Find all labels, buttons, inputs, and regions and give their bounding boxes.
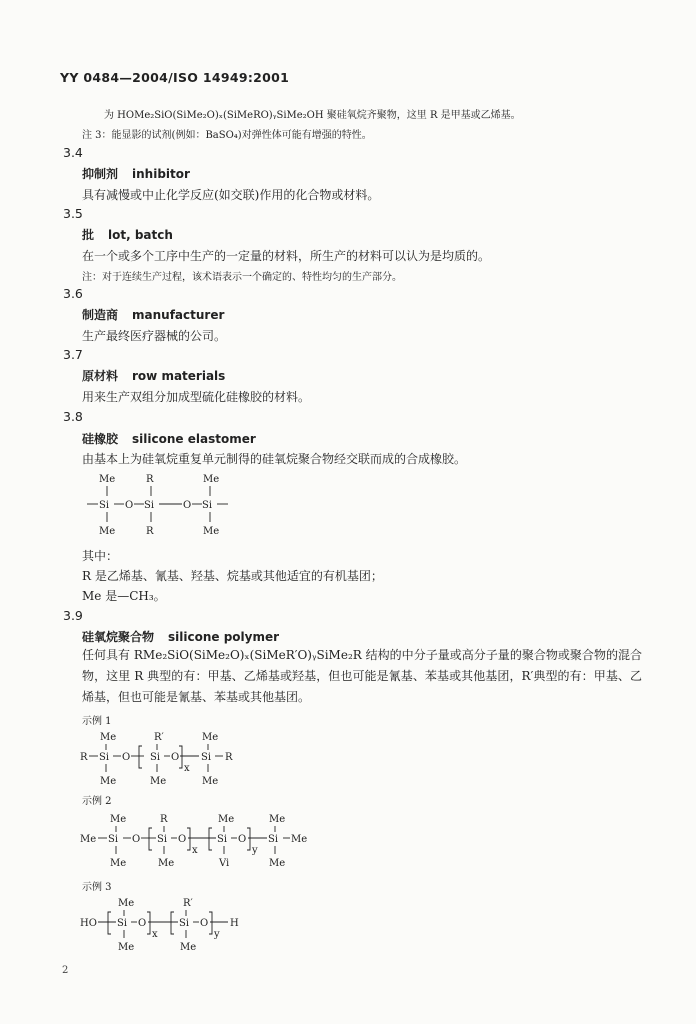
silicone-elastomer-structure <box>82 468 282 540</box>
si-label: Si <box>268 834 279 845</box>
me-label: Me <box>180 942 197 953</box>
r-label: R <box>146 474 154 485</box>
o-label: O <box>132 834 141 845</box>
o-label: O <box>125 500 134 511</box>
si-label: Si <box>117 918 128 929</box>
term-en: inhibitor <box>132 167 190 181</box>
si-label: Si <box>201 752 212 763</box>
section-number: 3.4 <box>63 145 83 160</box>
definition: 生产最终医疗器械的公司。 <box>82 329 227 343</box>
me-label: Me <box>158 858 175 869</box>
note-3: 注 3：能显影的试剂(例如：BaSO₄)对弹性体可能有增强的特性。 <box>82 130 372 141</box>
term-zh: 制造商 <box>82 308 119 322</box>
term-en: row materials <box>132 369 226 383</box>
si-label: Si <box>157 834 168 845</box>
me-label: Me <box>291 834 308 845</box>
o-label: O <box>183 500 192 511</box>
term-heading <box>82 430 256 447</box>
r-label: R <box>146 526 154 537</box>
term-en: silicone elastomer <box>132 432 256 446</box>
si-label: Si <box>108 834 119 845</box>
term-en: silicone polymer <box>168 630 280 644</box>
example-label: 示例 3 <box>82 882 112 893</box>
me-label: Me <box>110 858 127 869</box>
me-label: Me <box>202 776 219 787</box>
me-label: Me <box>100 776 117 787</box>
term-en: lot, batch <box>108 228 173 242</box>
r-definition: R 是乙烯基、氰基、羟基、烷基或其他适宜的有机基团； <box>82 569 383 583</box>
me-label: Me <box>100 732 117 743</box>
definition: 用来生产双组分加成型硫化硅橡胶的材料。 <box>82 390 311 404</box>
x-label: x <box>192 845 198 856</box>
me-definition: Me 是—CH₃。 <box>82 589 166 603</box>
o-label: O <box>178 834 187 845</box>
me-label: Me <box>118 898 135 909</box>
o-label: O <box>122 752 131 763</box>
term-zh: 原材料 <box>82 369 119 383</box>
term-heading <box>82 226 173 243</box>
example-label: 示例 2 <box>82 796 112 807</box>
term-zh: 硅橡胶 <box>82 432 119 446</box>
example-2-structure <box>80 808 320 872</box>
r-label: R <box>80 752 88 763</box>
term-heading <box>82 165 190 182</box>
x-label: x <box>184 763 190 774</box>
definition: 由基本上为硅氧烷重复单元制得的硅氧烷聚合物经交联而成的合成橡胶。 <box>82 452 467 466</box>
section-number: 3.7 <box>63 347 83 362</box>
me-label: Me <box>80 834 97 845</box>
me-label: Me <box>269 814 286 825</box>
si-label: Si <box>99 500 110 511</box>
rp-label: R′ <box>183 898 193 909</box>
section-number: 3.5 <box>63 206 83 221</box>
me-label: Me <box>218 814 235 825</box>
rp-label: R′ <box>154 732 164 743</box>
me-label: Me <box>99 526 116 537</box>
si-label: Si <box>150 752 161 763</box>
si-label: Si <box>144 500 155 511</box>
page-number: 2 <box>62 965 69 976</box>
term-heading <box>82 306 224 323</box>
si-label: Si <box>99 752 110 763</box>
o-label: O <box>238 834 247 845</box>
o-label: O <box>200 918 209 929</box>
o-label: O <box>171 752 180 763</box>
term-heading <box>82 367 225 384</box>
si-label: Si <box>202 500 213 511</box>
term-zh: 抑制剂 <box>82 167 119 181</box>
section-number: 3.8 <box>63 409 83 424</box>
me-label: Me <box>110 814 127 825</box>
y-label: y <box>214 929 220 940</box>
me-label: Me <box>150 776 167 787</box>
term-en: manufacturer <box>132 308 225 322</box>
section-number: 3.9 <box>63 608 83 623</box>
formula-note: 为 HOMe₂SiO(SiMe₂O)ₓ(SiMeRO)ᵧSiMe₂OH 聚硅氧烷齐聚物，这里 R 是甲基或乙烯基。 <box>104 110 521 121</box>
y-label: y <box>252 845 258 856</box>
me-label: Me <box>203 526 220 537</box>
definition: 在一个或多个工序中生产的一定量的材料，所生产的材料可以认为是均质的。 <box>82 249 491 263</box>
ho-label: HO <box>80 918 97 929</box>
section-number: 3.6 <box>63 286 83 301</box>
me-label: Me <box>118 942 135 953</box>
r-label: R <box>160 814 168 825</box>
standard-header: YY 0484—2004/ISO 14949:2001 <box>60 70 290 85</box>
o-label: O <box>138 918 147 929</box>
example-label: 示例 1 <box>82 716 112 727</box>
term-heading <box>82 628 279 645</box>
where-label: 其中： <box>82 549 119 563</box>
si-label: Si <box>179 918 190 929</box>
me-label: Me <box>203 474 220 485</box>
example-3-structure <box>80 894 260 958</box>
vi-label: Vi <box>219 858 230 869</box>
definition: 具有减慢或中止化学反应(如交联)作用的化合物或材料。 <box>82 188 380 202</box>
me-label: Me <box>202 732 219 743</box>
r-label: R <box>225 752 233 763</box>
si-label: Si <box>217 834 228 845</box>
me-label: Me <box>99 474 116 485</box>
example-1-structure <box>80 728 250 788</box>
term-zh: 硅氧烷聚合物 <box>82 630 155 644</box>
term-zh: 批 <box>82 228 95 242</box>
h-label: H <box>230 918 239 929</box>
note: 注：对于连续生产过程，该术语表示一个确定的、特性均匀的生产部分。 <box>82 272 402 283</box>
x-label: x <box>152 929 158 940</box>
definition-paragraph: 任何具有 RMe₂SiO(SiMe₂O)ₓ(SiMeR′O)ᵧSiMe₂R 结构的中分子量或高分子量的聚合物或聚合物的混合物，这里 R 典型的有：甲基、乙烯基或羟基，但也可能是氰基、苯基或其他基团，R′典型的有：甲基、乙烯基，但也可能是氰基、苯基或其他基团。 <box>82 648 642 704</box>
me-label: Me <box>269 858 286 869</box>
